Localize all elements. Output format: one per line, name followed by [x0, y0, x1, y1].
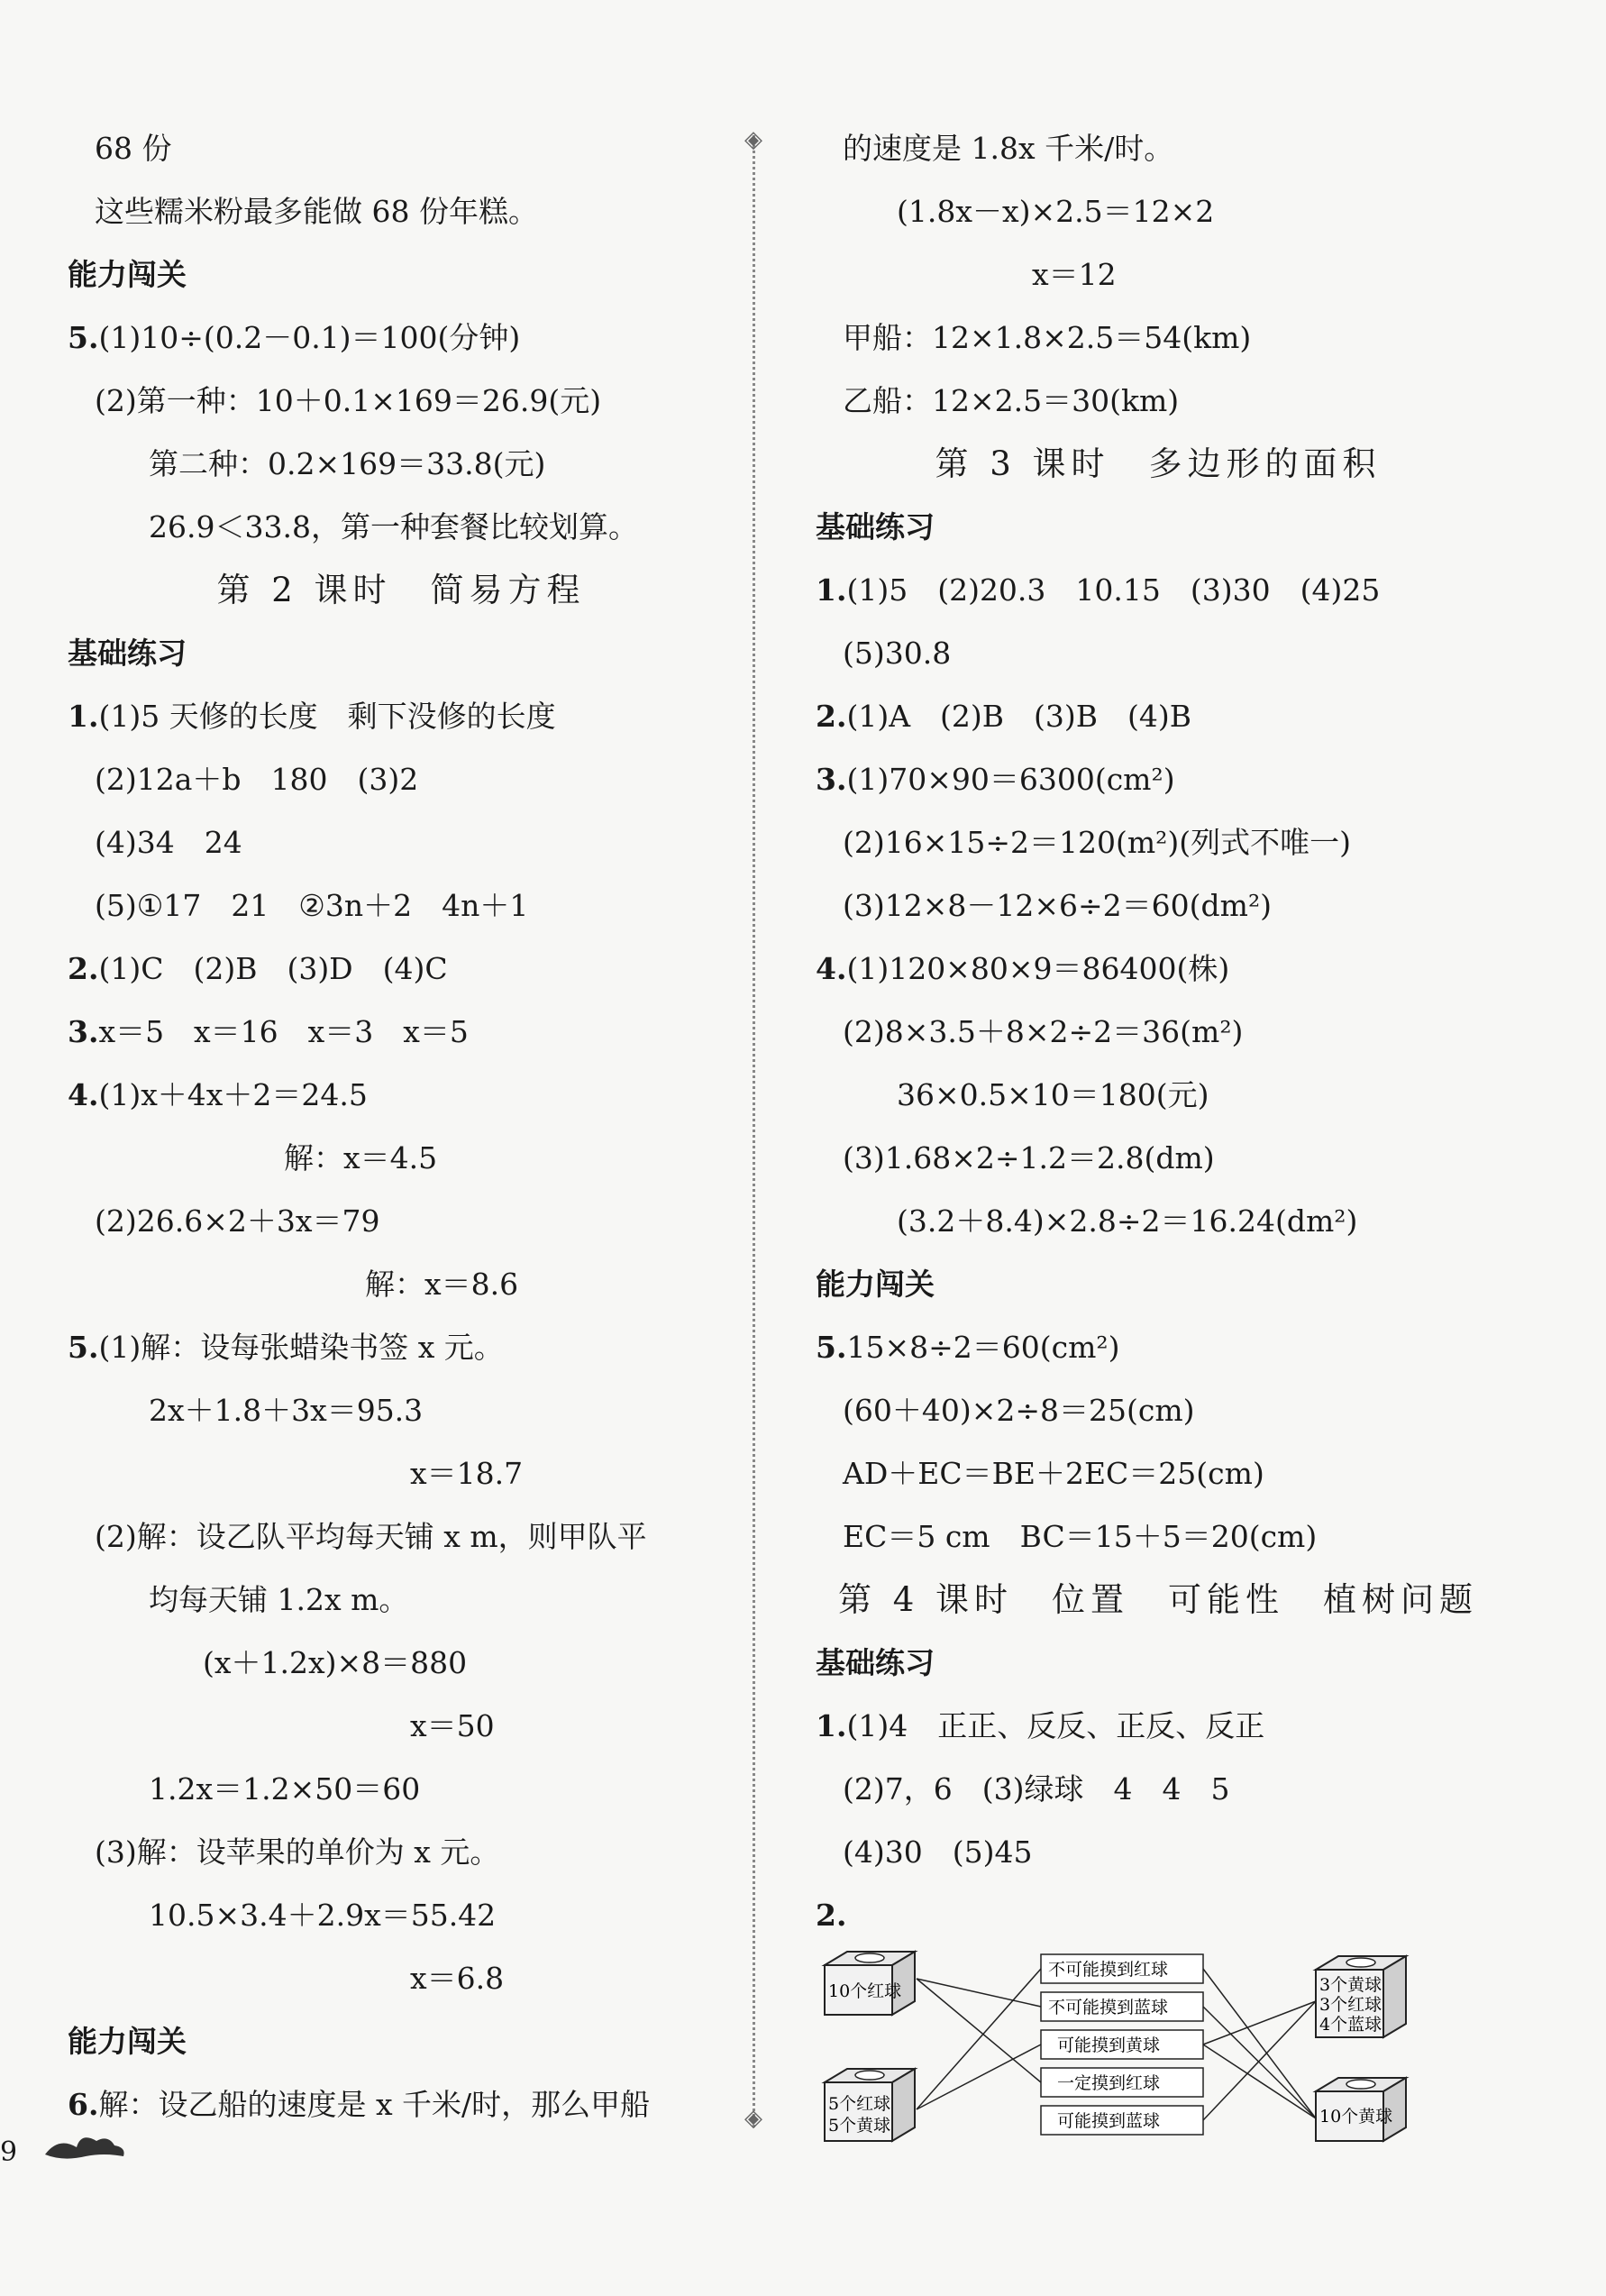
- line-text: (2)12a＋b 180 (3)2: [95, 762, 419, 797]
- line-text: (1)120×80×9＝86400(株): [846, 951, 1230, 986]
- box-c-label-1: 3个黄球: [1319, 1975, 1382, 1995]
- right-line: [816, 1190, 1501, 1253]
- question-number: 3.: [68, 1014, 99, 1049]
- line-text: (1)A (2)B (3)B (4)B: [846, 699, 1192, 734]
- line-text: (3)解：设苹果的单价为 x 元。: [95, 1834, 500, 1870]
- line-text: 乙船：12×2.5＝30(km): [843, 383, 1180, 418]
- right-line: [816, 1884, 1501, 1947]
- left-line: [68, 685, 735, 748]
- question-number: 2.: [816, 699, 847, 734]
- right-line: [816, 1569, 1501, 1632]
- left-line: [68, 370, 735, 433]
- question-number: 2.: [68, 951, 99, 986]
- line-text: 能力闯关: [68, 2024, 187, 2059]
- line-text: (1)C (2)B (3)D (4)C: [98, 951, 448, 986]
- line-text: 36×0.5×10＝180(元): [897, 1077, 1209, 1112]
- outcome-label-1: 不可能摸到红球: [1048, 1960, 1169, 1980]
- line-text: (1)4 正正、反反、正反、反正: [846, 1708, 1265, 1743]
- right-line: [816, 685, 1501, 748]
- line-text: 解：设乙船的速度是 x 千米/时，那么甲船: [98, 2087, 651, 2122]
- line-text: 26.9＜33.8，第一种套餐比较划算。: [149, 509, 638, 544]
- line-text: (1)10÷(0.2－0.1)＝100(分钟): [98, 320, 521, 355]
- left-line: [68, 874, 735, 938]
- line-text: (2)16×15÷2＝120(m²)(列式不唯一): [843, 825, 1352, 860]
- box-b-label-2: 5个黄球: [828, 2116, 891, 2136]
- left-line: [68, 1758, 735, 1821]
- box-b-label-1: 5个红球: [828, 2094, 891, 2114]
- page-number: 9: [0, 2136, 18, 2168]
- right-line: [816, 1505, 1501, 1569]
- question-number: 4.: [816, 951, 847, 986]
- box-a-label: 10个红球: [828, 1981, 902, 2001]
- left-column: [68, 117, 735, 2136]
- left-line: [68, 1316, 735, 1379]
- line-text: 68 份: [95, 131, 172, 166]
- left-line: [68, 1001, 735, 1064]
- question-number: 6.: [68, 2087, 99, 2122]
- line-text: (3.2＋8.4)×2.8÷2＝16.24(dm²): [897, 1203, 1358, 1239]
- line-text: 基础练习: [68, 636, 187, 671]
- right-line: [816, 1127, 1501, 1190]
- right-column: [816, 117, 1501, 1947]
- line-text: 1.2x＝1.2×50＝60: [149, 1771, 421, 1807]
- question-number: 1.: [816, 1708, 847, 1743]
- question-number: 5.: [68, 320, 99, 355]
- left-line: [68, 1884, 735, 1947]
- line-text: (3)12×8－12×6÷2＝60(dm²): [843, 888, 1273, 923]
- line-text: x＝5 x＝16 x＝3 x＝5: [98, 1014, 469, 1049]
- right-line: [816, 1758, 1501, 1821]
- line-text: 能力闯关: [68, 257, 187, 292]
- line-text: (1.8x－x)×2.5＝12×2: [897, 194, 1215, 229]
- outcome-labels: [1041, 1954, 1203, 2135]
- right-line: [816, 306, 1501, 370]
- question-number: 1.: [816, 572, 847, 608]
- line-text: 2x＋1.8＋3x＝95.3: [149, 1393, 424, 1428]
- right-line: [816, 622, 1501, 685]
- question-number: 1.: [68, 699, 99, 734]
- right-line: [816, 1064, 1501, 1127]
- probability-matching-diagram: [816, 1947, 1446, 2163]
- right-line: [816, 559, 1501, 622]
- left-line: [68, 748, 735, 811]
- left-line: [68, 243, 735, 306]
- column-divider: [753, 135, 755, 2127]
- box-b: [825, 2069, 915, 2141]
- left-line: [68, 1947, 735, 2010]
- box-d: [1316, 2078, 1406, 2141]
- line-text: (3)1.68×2÷1.2＝2.8(dm): [843, 1140, 1215, 1175]
- left-line: [68, 811, 735, 874]
- left-line: [68, 1253, 735, 1316]
- right-line: [816, 1442, 1501, 1505]
- line-text: x＝12: [1032, 257, 1117, 292]
- question-number: 3.: [816, 762, 847, 797]
- left-line: [68, 306, 735, 370]
- line-text: x＝18.7: [410, 1456, 524, 1491]
- outcome-label-5: 可能摸到蓝球: [1057, 2111, 1161, 2131]
- box-c-label-3: 4个蓝球: [1319, 2015, 1382, 2035]
- line-text: 甲船：12×1.8×2.5＝54(km): [843, 320, 1252, 355]
- right-line: [816, 243, 1501, 306]
- left-line: [68, 559, 735, 622]
- line-text: (2)8×3.5＋8×2÷2＝36(m²): [843, 1014, 1244, 1049]
- line-text: 第 3 课时 多边形的面积: [935, 444, 1382, 483]
- line-text: 基础练习: [816, 1645, 935, 1680]
- cloud-ornament-icon: [41, 2127, 131, 2163]
- left-line: [68, 1505, 735, 1569]
- line-text: (60＋40)×2÷8＝25(cm): [843, 1393, 1195, 1428]
- left-line: [68, 180, 735, 243]
- line-text: (1)解：设每张蜡染书签 x 元。: [98, 1330, 504, 1365]
- question-number: 5.: [68, 1330, 99, 1365]
- outcome-label-4: 一定摸到红球: [1057, 2073, 1161, 2093]
- left-line: [68, 1442, 735, 1505]
- line-text: 基础练习: [816, 509, 935, 544]
- left-line: [68, 1064, 735, 1127]
- left-line: [68, 117, 735, 180]
- left-line: [68, 1569, 735, 1632]
- right-line: [816, 1379, 1501, 1442]
- left-line: [68, 1127, 735, 1190]
- left-line: [68, 1695, 735, 1758]
- line-text: (2)第一种：10＋0.1×169＝26.9(元): [95, 383, 602, 418]
- outcome-label-2: 不可能摸到蓝球: [1048, 1998, 1169, 2017]
- right-line: [816, 938, 1501, 1001]
- line-text: AD＋EC＝BE＋2EC＝25(cm): [843, 1456, 1264, 1491]
- line-text: 解：x＝4.5: [284, 1140, 438, 1175]
- right-line: [816, 1316, 1501, 1379]
- outcome-label-3: 可能摸到黄球: [1057, 2035, 1161, 2055]
- right-line: [816, 1821, 1501, 1884]
- knot-ornament-icon: ◈: [744, 126, 762, 153]
- line-text: 10.5×3.4＋2.9x＝55.42: [149, 1898, 497, 1933]
- line-text: 能力闯关: [816, 1267, 935, 1302]
- right-line: [816, 1253, 1501, 1316]
- right-line: [816, 433, 1501, 496]
- right-line: [816, 1632, 1501, 1695]
- line-text: (1)5 天修的长度 剩下没修的长度: [98, 699, 556, 734]
- left-line: [68, 496, 735, 559]
- line-text: 第 2 课时 简易方程: [216, 571, 586, 609]
- knot-ornament-icon: ◈: [744, 2105, 762, 2132]
- line-text: 15×8÷2＝60(cm²): [846, 1330, 1120, 1365]
- right-line: [816, 1695, 1501, 1758]
- question-number: 2.: [816, 1898, 847, 1933]
- left-line: [68, 622, 735, 685]
- right-line: [816, 874, 1501, 938]
- left-line: [68, 1821, 735, 1884]
- left-line: [68, 433, 735, 496]
- right-line: [816, 117, 1501, 180]
- left-line: [68, 938, 735, 1001]
- line-text: 第 4 课时 位置 可能性 植树问题: [837, 1580, 1479, 1619]
- left-line: [68, 2073, 735, 2136]
- left-line: [68, 1632, 735, 1695]
- box-a: [825, 1952, 915, 2015]
- question-number: 4.: [68, 1077, 99, 1112]
- line-text: (5)①17 21 ②3n＋2 4n＋1: [95, 888, 529, 923]
- line-text: 第二种：0.2×169＝33.8(元): [149, 446, 546, 481]
- box-d-label: 10个黄球: [1319, 2107, 1393, 2127]
- box-c: [1316, 1956, 1406, 2037]
- line-text: (2)26.6×2＋3x＝79: [95, 1203, 380, 1239]
- line-text: (5)30.8: [843, 636, 952, 671]
- right-line: [816, 811, 1501, 874]
- line-text: 的速度是 1.8x 千米/时。: [843, 131, 1174, 166]
- line-text: (1)5 (2)20.3 10.15 (3)30 (4)25: [846, 572, 1381, 608]
- right-line: [816, 748, 1501, 811]
- line-text: EC＝5 cm BC＝15＋5＝20(cm): [843, 1519, 1318, 1554]
- line-text: (1)x＋4x＋2＝24.5: [98, 1077, 368, 1112]
- right-line: [816, 370, 1501, 433]
- right-line: [816, 496, 1501, 559]
- line-text: (4)34 24: [95, 825, 242, 860]
- line-text: 这些糯米粉最多能做 68 份年糕。: [95, 194, 538, 229]
- right-line: [816, 180, 1501, 243]
- line-text: x＝50: [410, 1708, 495, 1743]
- right-line: [816, 1001, 1501, 1064]
- line-text: (x＋1.2x)×8＝880: [203, 1645, 468, 1680]
- line-text: 均每天铺 1.2x m。: [149, 1582, 409, 1617]
- question-number: 5.: [816, 1330, 847, 1365]
- line-text: 解：x＝8.6: [365, 1267, 519, 1302]
- line-text: (2)解：设乙队平均每天铺 x m，则甲队平: [95, 1519, 647, 1554]
- left-line: [68, 1379, 735, 1442]
- line-text: x＝6.8: [410, 1961, 505, 1996]
- line-text: (1)70×90＝6300(cm²): [846, 762, 1175, 797]
- left-line: [68, 1190, 735, 1253]
- left-line: [68, 2010, 735, 2073]
- line-text: (2)7，6 (3)绿球 4 4 5: [843, 1771, 1230, 1807]
- box-c-label-2: 3个红球: [1319, 1995, 1382, 2015]
- line-text: (4)30 (5)45: [843, 1834, 1033, 1870]
